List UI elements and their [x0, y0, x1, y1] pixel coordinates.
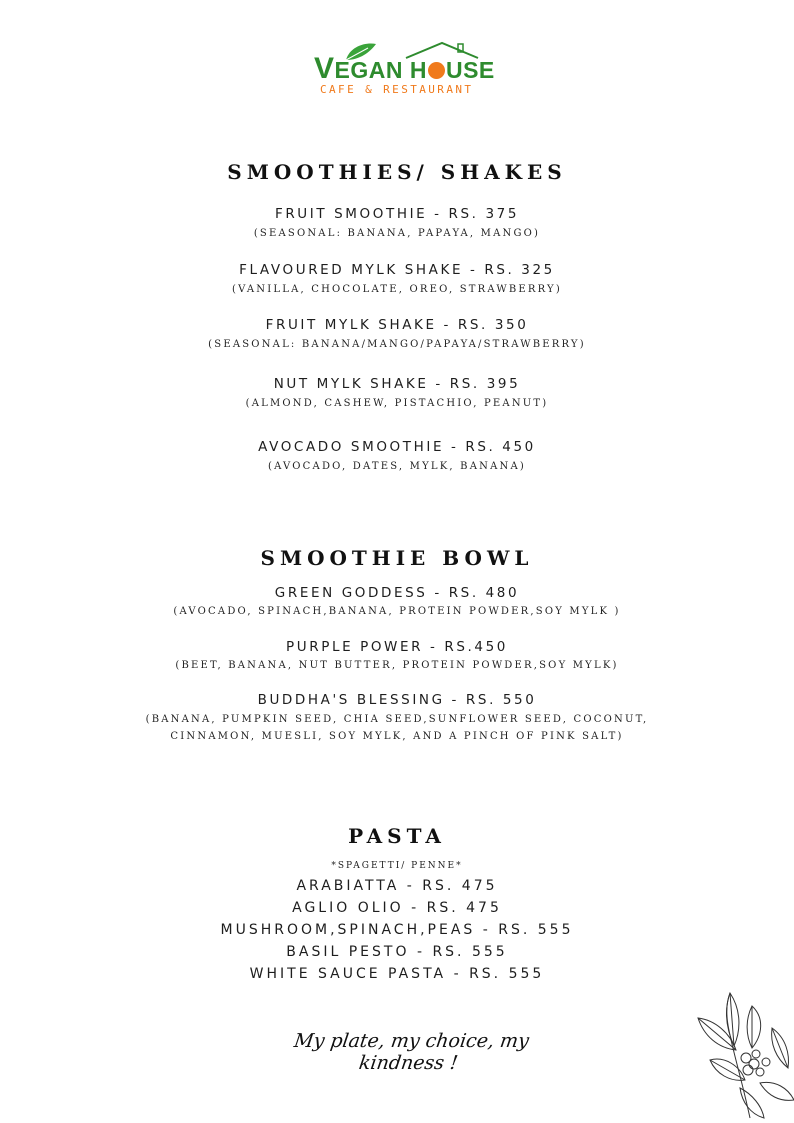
section-title-smoothies: SMOOTHIES/ SHAKES [227, 160, 567, 184]
menu-item: FRUIT SMOOTHIE - RS. 375 [274, 206, 520, 222]
menu-item-desc: (AVOCADO, DATES, MYLK, BANANA) [268, 461, 526, 472]
menu-item: FRUIT MYLK SHAKE - RS. 350 [265, 317, 529, 333]
menu-item: PURPLE POWER - RS.450 [286, 639, 508, 655]
section-title-smoothie-bowl: SMOOTHIE BOWL [260, 546, 534, 570]
menu-item-desc: (SEASONAL: BANANA/MANGO/PAPAYA/STRAWBERRY) [208, 339, 586, 350]
menu-item-desc: (SEASONAL: BANANA, PAPAYA, MANGO) [253, 228, 541, 239]
menu-item: NUT MYLK SHAKE - RS. 395 [273, 376, 521, 392]
menu-item: MUSHROOM,SPINACH,PEAS - RS. 555 [220, 922, 574, 938]
section-title-pasta: PASTA [348, 824, 446, 848]
menu-item-desc: CINNAMON, MUESLI, SOY MYLK, AND A PINCH OF PINK SALT) [170, 731, 624, 742]
menu-item: AGLIO OLIO - RS. 475 [292, 900, 502, 916]
menu-item: FLAVOURED MYLK SHAKE - RS. 325 [239, 262, 555, 278]
tagline: My plate, my choice, my kindness ! [292, 1030, 531, 1074]
logo-subtitle: CAFE & RESTAURANT [320, 83, 474, 96]
orange-fruit-icon [428, 62, 445, 79]
menu-item-desc: (VANILLA, CHOCOLATE, OREO, STRAWBERRY) [232, 284, 562, 295]
menu-item: WHITE SAUCE PASTA - RS. 555 [249, 966, 545, 982]
logo-name: VEGAN H USE [314, 52, 495, 85]
pasta-note: *SPAGETTI/ PENNE* [331, 861, 463, 871]
menu-item: AVOCADO SMOOTHIE - RS. 450 [258, 439, 536, 455]
menu-item-desc: (BANANA, PUMPKIN SEED, CHIA SEED,SUNFLOWER SEED, COCONUT, [145, 714, 649, 725]
menu-item: GREEN GODDESS - RS. 480 [274, 585, 520, 601]
menu-item: BASIL PESTO - RS. 555 [286, 944, 508, 960]
menu-item: BUDDHA'S BLESSING - RS. 550 [257, 692, 537, 708]
restaurant-logo [310, 38, 495, 100]
menu-item-desc: (AVOCADO, SPINACH,BANANA, PROTEIN POWDER,SOY MYLK ) [173, 606, 621, 617]
menu-item-desc: (ALMOND, CASHEW, PISTACHIO, PEANUT) [245, 398, 549, 409]
menu-item-desc: (BEET, BANANA, NUT BUTTER, PROTEIN POWDER,SOY MYLK) [175, 660, 619, 671]
decorative-leaves-icon [690, 988, 794, 1123]
menu-item: ARABIATTA - RS. 475 [296, 878, 498, 894]
